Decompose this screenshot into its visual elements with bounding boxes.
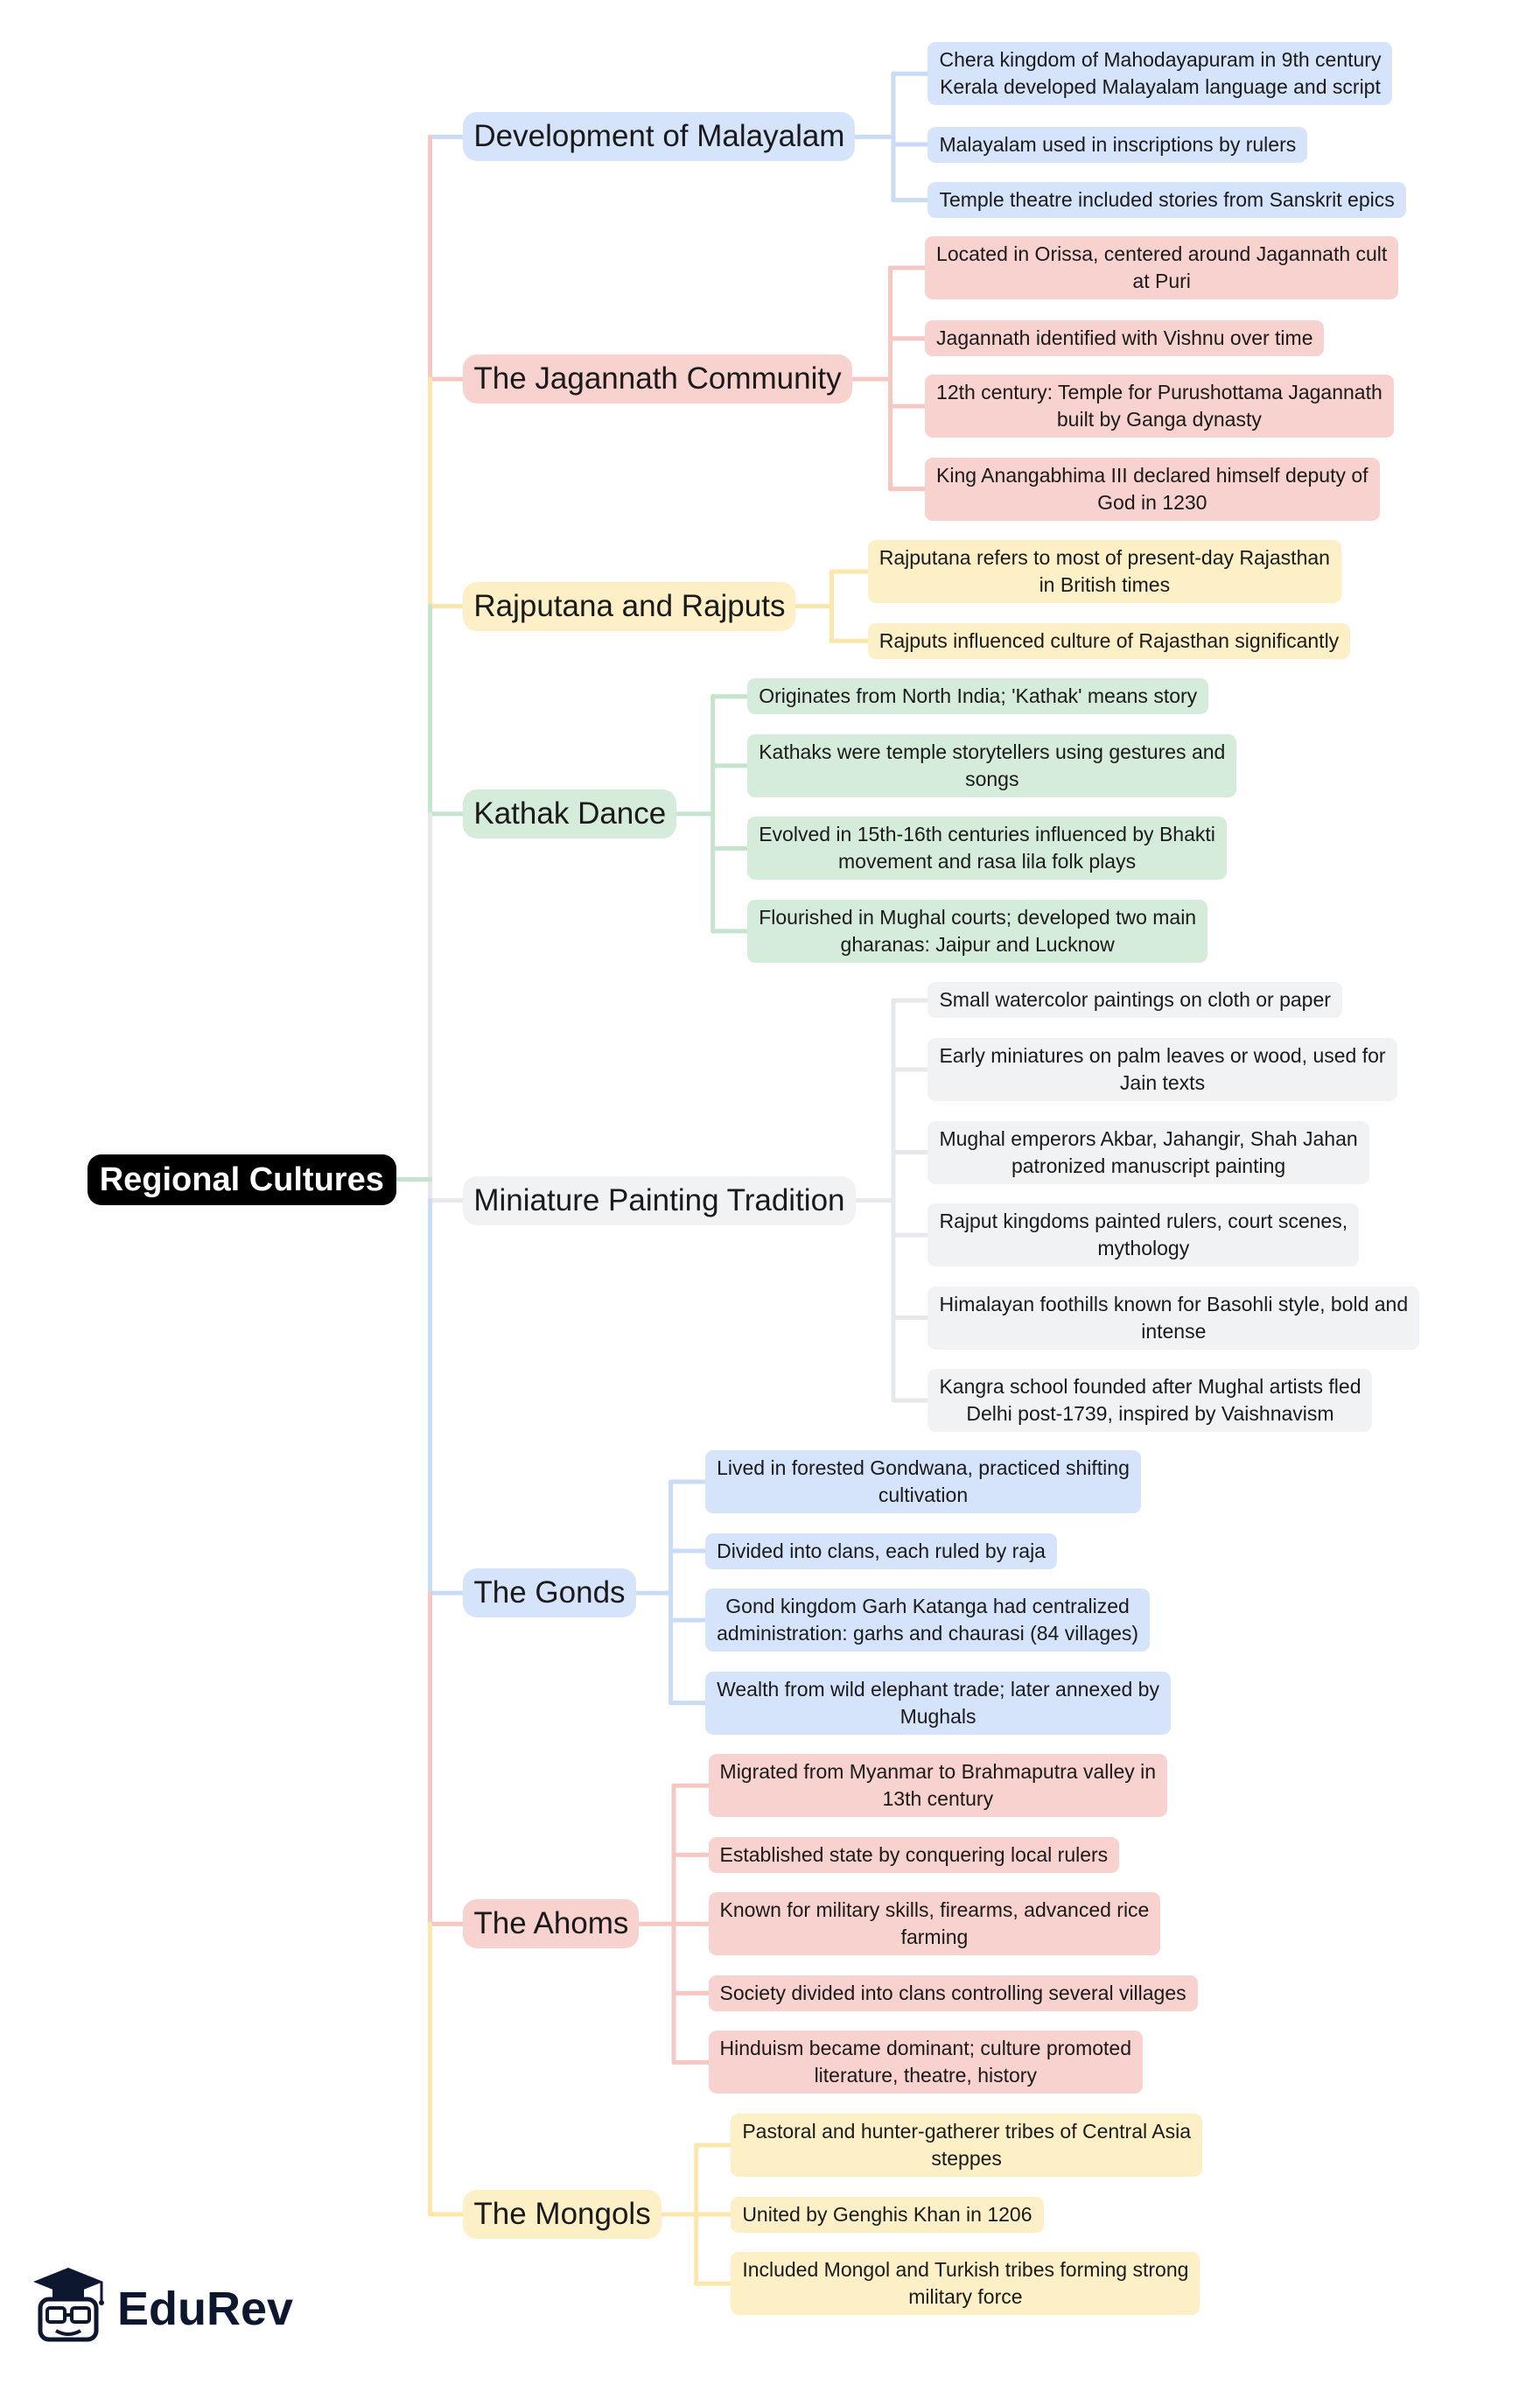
leaf-kathak-dance-1: Originates from North India; 'Kathak' means story: [747, 678, 1208, 714]
branch-the-ahoms: The Ahoms: [463, 1899, 639, 1948]
branch-rajputana-and-rajputs: Rajputana and Rajputs: [463, 582, 795, 631]
branch-miniature-painting-tradition: Miniature Painting Tradition: [463, 1176, 855, 1225]
leaf-the-ahoms-3: Known for military skills, firearms, advanced rice farming: [709, 1892, 1161, 1955]
branch-development-of-malayalam: Development of Malayalam: [463, 112, 855, 161]
leaf-miniature-painting-tradition-2: Early miniatures on palm leaves or wood, used for Jain texts: [928, 1038, 1396, 1101]
branch-the-jagannath-community: The Jagannath Community: [463, 354, 851, 403]
leaf-the-mongols-3: Included Mongol and Turkish tribes forming strong military force: [731, 2252, 1200, 2315]
leaf-the-gonds-4: Wealth from wild elephant trade; later annexed by Mughals: [705, 1672, 1171, 1735]
branch-the-mongols: The Mongols: [463, 2190, 661, 2239]
leaf-miniature-painting-tradition-1: Small watercolor paintings on cloth or paper: [928, 982, 1341, 1018]
branch-the-gonds: The Gonds: [463, 1568, 635, 1617]
leaf-the-gonds-2: Divided into clans, each ruled by raja: [705, 1533, 1057, 1569]
leaf-kathak-dance-2: Kathaks were temple storytellers using gestures and songs: [747, 734, 1236, 797]
leaf-the-jagannath-community-2: Jagannath identified with Vishnu over time: [925, 320, 1324, 356]
leaf-the-gonds-1: Lived in forested Gondwana, practiced shifting cultivation: [705, 1450, 1141, 1513]
leaf-rajputana-and-rajputs-1: Rajputana refers to most of present-day Rajasthan in British times: [868, 540, 1341, 603]
leaf-miniature-painting-tradition-4: Rajput kingdoms painted rulers, court scenes, mythology: [928, 1203, 1359, 1266]
leaf-the-mongols-1: Pastoral and hunter-gatherer tribes of Central Asia steppes: [731, 2114, 1202, 2177]
leaf-the-jagannath-community-1: Located in Orissa, centered around Jagannath cult at Puri: [925, 236, 1398, 299]
leaf-rajputana-and-rajputs-2: Rajputs influenced culture of Rajasthan significantly: [868, 623, 1350, 659]
leaf-the-gonds-3: Gond kingdom Garh Katanga had centralized administration: garhs and chaurasi (84 villages): [705, 1589, 1150, 1652]
leaf-the-jagannath-community-4: King Anangabhima III declared himself deputy of God in 1230: [925, 458, 1380, 521]
leaf-the-ahoms-2: Established state by conquering local rulers: [709, 1837, 1120, 1873]
leaf-the-jagannath-community-3: 12th century: Temple for Purushottama Jagannath built by Ganga dynasty: [925, 375, 1394, 438]
edurev-logo-text: EduRev: [117, 2283, 294, 2335]
leaf-development-of-malayalam-3: Temple theatre included stories from Sanskrit epics: [928, 182, 1405, 218]
leaf-miniature-painting-tradition-3: Mughal emperors Akbar, Jahangir, Shah Jahan patronized manuscript painting: [928, 1121, 1368, 1184]
leaf-kathak-dance-3: Evolved in 15th-16th centuries influenced by Bhakti movement and rasa lila folk plays: [747, 817, 1227, 880]
leaf-the-mongols-2: United by Genghis Khan in 1206: [731, 2197, 1043, 2233]
leaf-development-of-malayalam-2: Malayalam used in inscriptions by rulers: [928, 127, 1307, 163]
leaf-kathak-dance-4: Flourished in Mughal courts; developed two main gharanas: Jaipur and Lucknow: [747, 900, 1208, 963]
leaf-miniature-painting-tradition-6: Kangra school founded after Mughal artists fled Delhi post-1739, inspired by Vaishnavism: [928, 1369, 1372, 1432]
leaf-development-of-malayalam-1: Chera kingdom of Mahodayapuram in 9th century Kerala developed Malayalam language and script: [928, 42, 1392, 105]
root-node: Regional Cultures: [88, 1154, 396, 1205]
leaf-the-ahoms-4: Society divided into clans controlling several villages: [709, 1975, 1198, 2011]
leaf-the-ahoms-1: Migrated from Myanmar to Brahmaputra valley in 13th century: [709, 1754, 1168, 1817]
leaf-the-ahoms-5: Hinduism became dominant; culture promoted literature, theatre, history: [709, 2031, 1143, 2094]
branch-kathak-dance: Kathak Dance: [463, 789, 676, 838]
leaf-miniature-painting-tradition-5: Himalayan foothills known for Basohli style, bold and intense: [928, 1287, 1419, 1350]
